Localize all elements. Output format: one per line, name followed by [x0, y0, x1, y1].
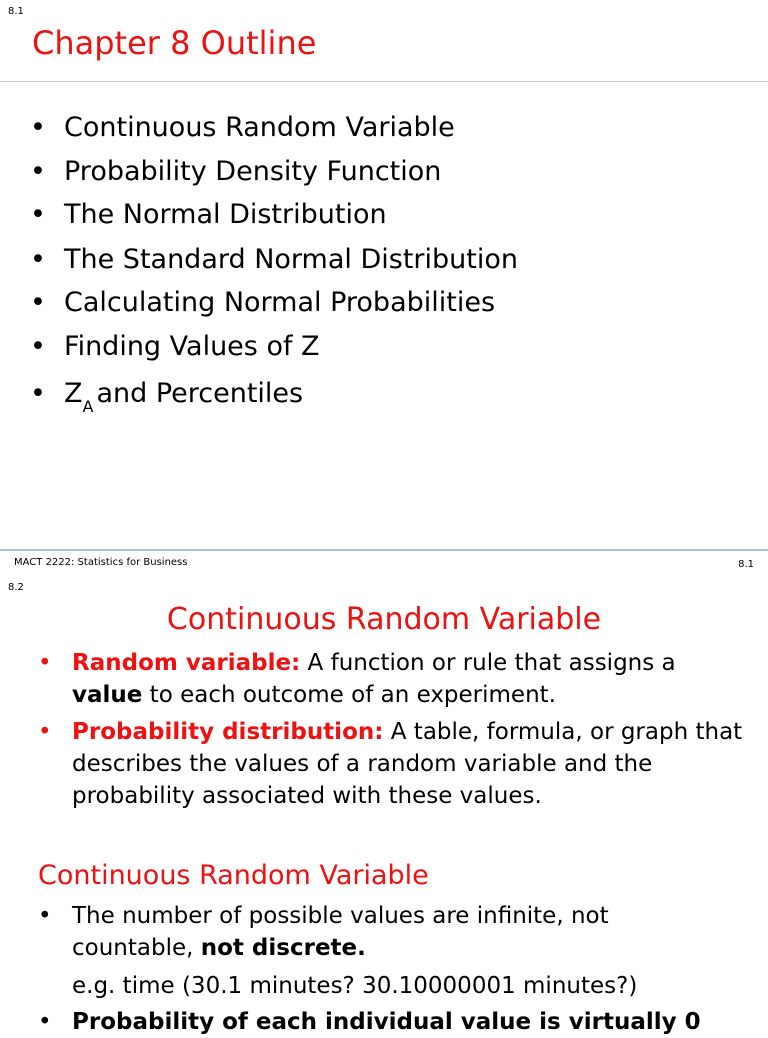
bullet-icon: •	[30, 244, 46, 275]
example-text: e.g. time (30.1 minutes? 30.10000001 minutes?)	[72, 973, 638, 999]
list-item: • The Normal Distribution	[30, 199, 387, 230]
list-item: • Probability Density Function	[30, 156, 442, 187]
bullet-icon: •	[30, 112, 46, 143]
list-item: • Finding Values of Z	[30, 331, 320, 362]
definition-probability-distribution: Probability distribution: A table, formula, or graph that describes the values of a random variable and the probability associated with these values.	[72, 719, 743, 809]
footer-divider	[0, 549, 768, 551]
bullet-icon: •	[30, 331, 46, 362]
bullet-icon: •	[38, 650, 52, 676]
footer-page-number: 8.1	[738, 559, 754, 570]
z-subscript: A	[82, 397, 94, 416]
bullet-icon: •	[38, 1009, 52, 1035]
bullet-icon: •	[30, 378, 46, 409]
list-item: • Continuous Random Variable	[30, 112, 455, 143]
bullet-icon: •	[30, 287, 46, 318]
definition-random-variable: Random variable: A function or rule that assigns a value to each outcome of an experiment.	[72, 650, 676, 708]
continuous-description: The number of possible values are infinite, not countable, not discrete. e.g. time (30.1 minutes? 30.10000001 minutes?)	[72, 900, 762, 1002]
bullet-icon: •	[38, 719, 52, 745]
slide-title: Continuous Random Variable	[166, 602, 602, 637]
footer-course: MACT 2222: Statistics for Business	[14, 557, 188, 568]
title-divider	[0, 81, 768, 82]
slide-number: 8.2	[8, 582, 24, 593]
section-heading: Continuous Random Variable	[38, 860, 429, 891]
z-symbol: Z	[64, 378, 83, 409]
slide-title: Chapter 8 Outline	[32, 24, 317, 62]
partial-bullet: Probability of each individual value is virtually 0	[72, 1009, 701, 1035]
bullet-icon: •	[38, 903, 52, 929]
bullet-icon: •	[30, 156, 46, 187]
list-item: • $Z_A$ and Percentiles	[30, 378, 304, 416]
list-item: • Calculating Normal Probabilities	[30, 287, 496, 318]
list-item: • The Standard Normal Distribution	[30, 244, 519, 275]
bullet-icon: •	[30, 199, 46, 230]
slide-number: 8.1	[8, 6, 24, 17]
